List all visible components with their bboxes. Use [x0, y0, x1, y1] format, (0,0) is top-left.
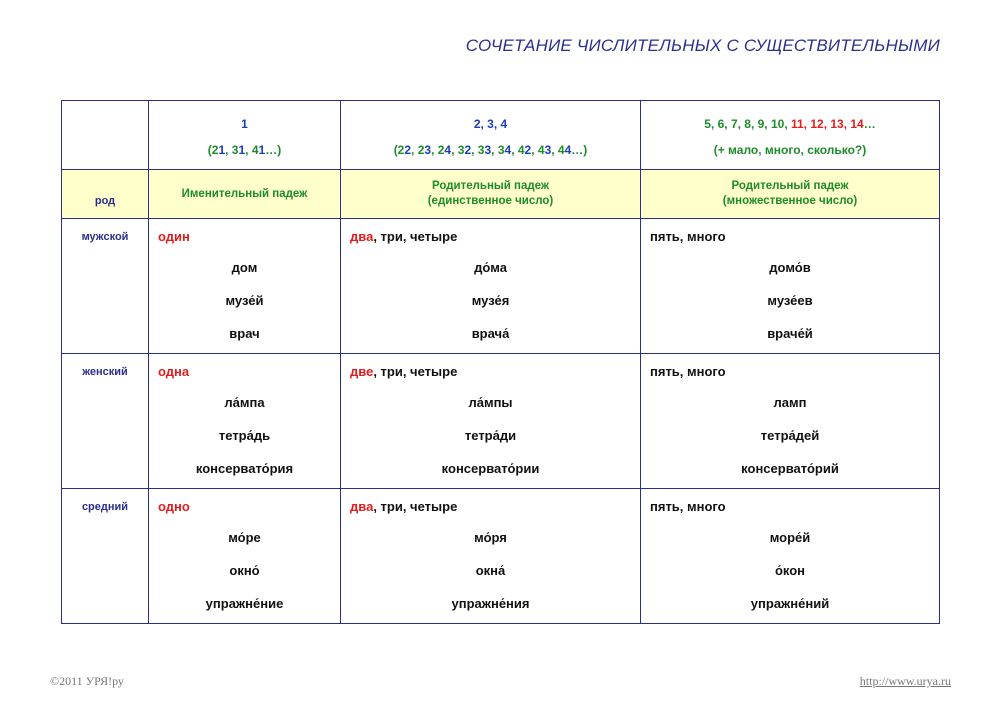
numeral-lead: один: [158, 229, 190, 244]
noun-form: тетра́ди: [464, 428, 517, 443]
gender-label: средний: [62, 489, 149, 624]
noun-form: музе́я: [471, 293, 510, 308]
genitive-singular-cell: [341, 489, 641, 624]
numeral-lead: пять, много: [650, 499, 726, 514]
noun-form: консервато́рий: [741, 461, 839, 476]
gender-row-neuter: [62, 489, 940, 624]
noun-form: упражне́ний: [750, 596, 830, 611]
header-col-3: [641, 101, 940, 170]
numeral-lead: два, три, четыре: [350, 229, 458, 244]
case-row: [62, 170, 940, 219]
copyright: ©2011 УРЯ!ру: [50, 674, 124, 688]
case-genitive-singular: Родительный падеж (единственное число): [341, 170, 641, 219]
numeral-lead: одна: [158, 364, 190, 379]
noun-form: окно́: [229, 563, 260, 578]
noun-form: ла́мпа: [224, 395, 265, 410]
case-genitive-plural: Родительный падеж (множественное число): [641, 170, 940, 219]
genitive-plural-cell: [641, 489, 940, 624]
noun-form: музе́ев: [767, 293, 813, 308]
header-col-2-line2: (22, 23, 24, 32, 33, 34, 42, 43, 44…): [393, 143, 588, 157]
noun-form: мо́ре: [228, 530, 261, 545]
noun-form: консервато́рии: [441, 461, 540, 476]
numeral-lead: пять, много: [650, 229, 726, 244]
nominative-cell: [149, 219, 341, 354]
genitive-singular-cell: [341, 219, 641, 354]
noun-form: ла́мпы: [468, 395, 513, 410]
numeral-lead: одно: [158, 499, 190, 514]
gender-row-masculine: [62, 219, 940, 354]
noun-form: музе́й: [225, 293, 264, 308]
header-col-1: [149, 101, 341, 170]
header-col-3-line2: (+ мало, много, сколько?): [713, 143, 867, 157]
header-col-2: [341, 101, 641, 170]
page-title: СОЧЕТАНИЕ ЧИСЛИТЕЛЬНЫХ С СУЩЕСТВИТЕЛЬНЫМИ: [465, 36, 940, 55]
numeral-lead: пять, много: [650, 364, 726, 379]
noun-form: море́й: [769, 530, 811, 545]
noun-form: о́кон: [774, 563, 806, 578]
noun-form: тетра́дей: [760, 428, 820, 443]
noun-form: дом: [231, 260, 258, 275]
noun-form: консервато́рия: [195, 461, 294, 476]
genitive-plural-cell: [641, 354, 940, 489]
noun-form: враче́й: [767, 326, 813, 341]
nominative-cell: [149, 354, 341, 489]
numerals-table: [61, 100, 940, 624]
site-link[interactable]: http://www.urya.ru: [859, 674, 951, 688]
gender-label: мужской: [62, 219, 149, 354]
rod-label: род: [62, 170, 149, 219]
noun-form: тетра́дь: [218, 428, 271, 443]
numeral-lead: две, три, четыре: [350, 364, 458, 379]
gender-label: женский: [62, 354, 149, 489]
header-col-2-line1: 2, 3, 4: [473, 117, 508, 131]
genitive-singular-cell: [341, 354, 641, 489]
noun-form: упражне́ние: [205, 596, 284, 611]
noun-form: окна́: [475, 563, 506, 578]
noun-form: врача́: [471, 326, 510, 341]
corner-cell: [62, 101, 149, 170]
nominative-cell: [149, 489, 341, 624]
genitive-plural-cell: [641, 219, 940, 354]
numerals-header-row: [62, 101, 940, 170]
noun-form: врач: [229, 326, 260, 341]
header-col-1-line2: (21, 31, 41…): [207, 143, 282, 157]
case-nominative: Именительный падеж: [149, 170, 341, 219]
noun-form: мо́ря: [474, 530, 507, 545]
noun-form: ламп: [773, 395, 807, 410]
header-col-3-line1: 5, 6, 7, 8, 9, 10, 11, 12, 13, 14…: [704, 117, 876, 131]
noun-form: до́ма: [474, 260, 507, 275]
numeral-lead: два, три, четыре: [350, 499, 458, 514]
noun-form: домо́в: [769, 260, 811, 275]
gender-row-feminine: [62, 354, 940, 489]
noun-form: упражне́ния: [451, 596, 530, 611]
header-col-1-line1: 1: [241, 117, 248, 131]
